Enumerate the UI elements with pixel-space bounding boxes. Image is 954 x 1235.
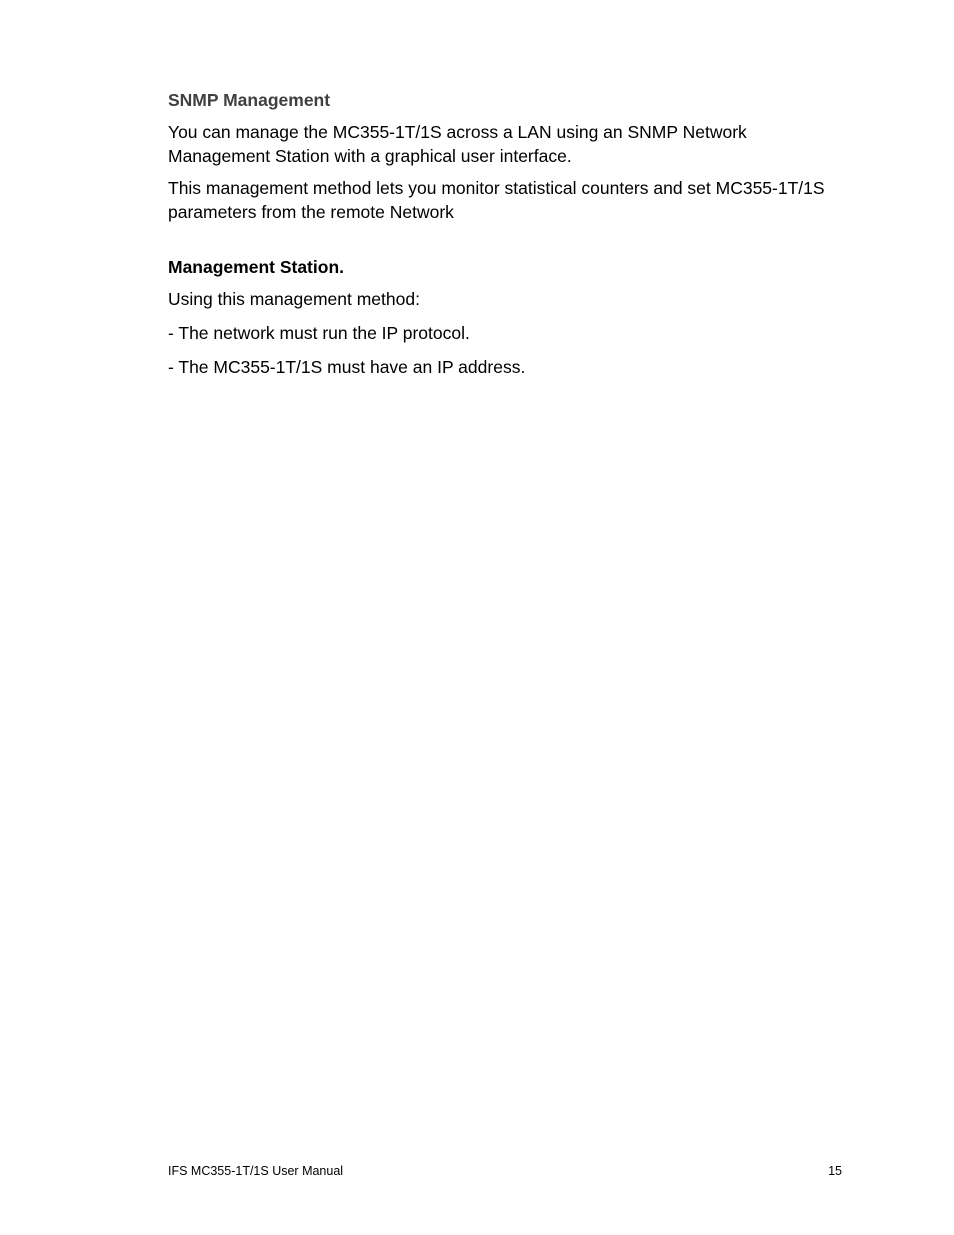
footer-manual-title: IFS MC355-1T/1S User Manual <box>168 1164 344 1178</box>
section-heading: SNMP Management <box>168 90 331 110</box>
page-content <box>168 89 828 389</box>
subsection-heading: Management Station. <box>168 257 344 277</box>
list-item: - The network must run the IP protocol. <box>168 323 470 343</box>
paragraph-1: You can manage the MC355-1T/1S across a LAN using an SNMP Network Management Station with a graphical user interface. <box>168 122 747 166</box>
intro-text: Using this management method: <box>168 289 420 309</box>
list-item: - The MC355-1T/1S must have an IP address. <box>168 357 526 377</box>
paragraph-2: This management method lets you monitor statistical counters and set MC355-1T/1S parameters from the remote Network <box>168 178 825 222</box>
footer-page-number: 15 <box>828 1164 842 1178</box>
page-footer <box>168 1163 842 1179</box>
